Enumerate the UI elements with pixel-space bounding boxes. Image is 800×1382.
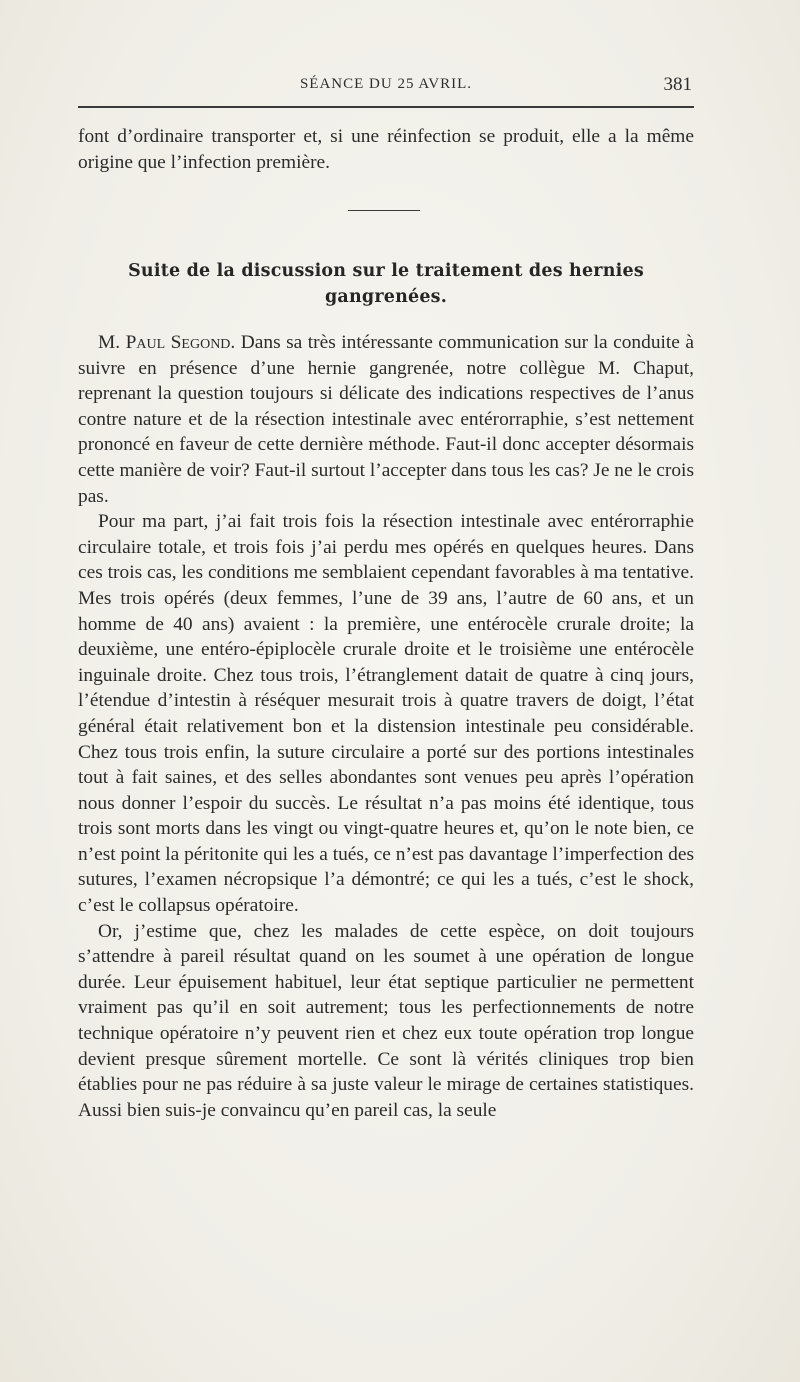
continuation-text-block bbox=[78, 124, 694, 175]
paragraph-experience: Pour ma part, j’ai fait trois fois la résection intestinale avec entérorraphie circulaire totale, et trois fois j’ai perdu mes opérés en quelques heures. Dans ces trois cas, les conditions me semblaient cependant favorables à ma tentative. Mes trois opérés (deux femmes, l’une de 39 ans, l’autre de 60 ans, et un homme de 40 ans) avaient : la première, une entérocèle crurale droite; la deuxième, une entéro-épiplocèle crurale droite et le troisième une entérocèle inguinale droite. Chez tous trois, l’étranglement datait de quatre à cinq jours, l’étendue d’intestin à réséquer mesurait trois à quatre travers de doigt, l’état général était relativement bon et la distension intestinale peu considérable. Chez tous trois enfin, la suture circulaire a porté sur des portions intestinales tout à fait saines, et des selles abondantes sont venues peu après l’opération nous donner l’espoir du succès. Le résultat n’a pas moins été identique, tous trois sont morts dans les vingt ou vingt-quatre heures et, qu’on le note bien, ce n’est point la péritonite qui les a tués, ce n’est pas davantage l’imperfection des sutures, l’examen nécropsique l’a démontré; ce qui les a tués, c’est le shock, c’est le collapsus opératoire. bbox=[78, 511, 694, 917]
continuation-paragraph: font d’ordinaire transporter et, si une réinfection se produit, elle a la même origine que l’infection première. bbox=[78, 126, 694, 173]
page-number: 381 bbox=[663, 74, 692, 95]
main-text-block bbox=[78, 330, 694, 1123]
section-title: Suite de la discussion sur le traitement des hernies gangrenées. bbox=[128, 261, 644, 307]
running-title: SÉANCE DU 25 AVRIL. bbox=[299, 76, 473, 92]
speaker-name: M. Paul Segond. bbox=[98, 332, 236, 353]
paragraph-segond-text: Dans sa très intéressante communication sur la conduite à suivre en présence d’une hernie gangrenée, notre collègue M. Chaput, reprenant la question toujours si délicate des indications respectives de l’anus contre nature et de la résection intestinale avec entérorraphie, s’est nettement prononcé en faveur de cette dernière méthode. Faut-il donc accepter désormais cette manière de voir? Faut-il surtout l’accepter dans tous les cas? Je ne le crois pas. bbox=[78, 332, 694, 507]
section-divider bbox=[348, 210, 420, 211]
paragraph-opinion: Or, j’estime que, chez les malades de cette espèce, on doit toujours s’attendre à pareil résultat quand on les soumet à une opération de longue durée. Leur épuisement habituel, leur état septique particulier ne permettent vraiment pas qu’il en soit autrement; tous les perfectionnements de notre technique opératoire n’y peuvent rien et chez eux toute opération trop longue devient presque sûrement mortelle. Ce sont là vérités cliniques trop bien établies pour ne pas réduire à sa juste valeur le mirage de certaines statistiques. Aussi bien suis-je convaincu qu’en pareil cas, la seule bbox=[78, 920, 694, 1121]
paragraph-segond bbox=[78, 330, 694, 509]
running-header bbox=[78, 74, 694, 100]
header-rule bbox=[78, 106, 694, 108]
